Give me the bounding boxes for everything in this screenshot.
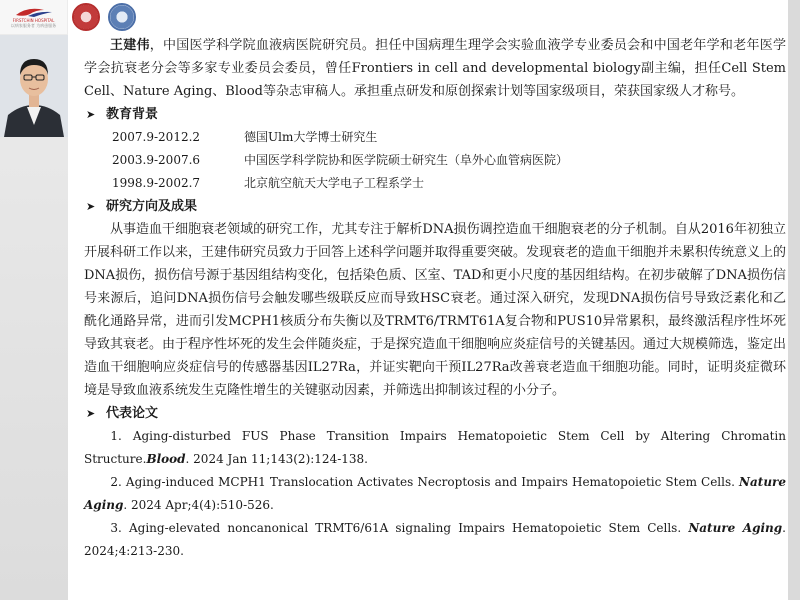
paper-title: 1. Aging-disturbed FUS Phase Transition Impairs Hematopoietic Stem Cell by Altering Chromatin Structure. bbox=[84, 429, 786, 466]
education-title: 教育背景 bbox=[106, 107, 159, 122]
education-item bbox=[84, 172, 786, 195]
education-period: 2003.9-2007.6 bbox=[112, 153, 201, 167]
paper-item bbox=[84, 425, 786, 471]
education-desc: 中国医学科学院协和医学院硕士研究生（阜外心血管病医院） bbox=[244, 153, 569, 167]
paper-journal: Nature Aging bbox=[84, 475, 786, 512]
hospital-logo bbox=[0, 0, 68, 34]
paper-citation: . 2024 Apr;4(4):510-526. bbox=[123, 498, 274, 512]
paper-citation: . 2024;4:213-230. bbox=[84, 521, 786, 558]
arrow-bullet-icon: ➤ bbox=[86, 407, 96, 420]
paper-title: 2. Aging-induced MCPH1 Translocation Activates Necroptosis and Impairs Hematopoietic Stem Cells. bbox=[110, 475, 740, 489]
paper-item bbox=[84, 471, 786, 517]
profile-content bbox=[84, 34, 786, 563]
right-band bbox=[788, 0, 800, 600]
paper-journal: Blood bbox=[146, 452, 186, 466]
papers-heading bbox=[86, 402, 786, 425]
education-desc: 北京航空航天大学电子工程系学士 bbox=[244, 176, 425, 190]
logo-swoosh-icon bbox=[14, 6, 54, 18]
education-item bbox=[84, 126, 786, 149]
logo-wordmark: FIRSTCHIN HOSPITAL bbox=[12, 18, 55, 23]
academy-seal-icon bbox=[72, 3, 100, 31]
research-title: 研究方向及成果 bbox=[106, 199, 198, 214]
profile-photo bbox=[0, 35, 68, 137]
bio-text: ，中国医学科学院血液病医院研究员。担任中国病理生理学会实验血液学专业委员会和中国老年学和老年医学学会抗衰老分会等多家专业委员会委员，曾任Frontiers in cell and developmental biology副主编，担任Cell Stem Cell、Nature Aging、Blood等杂志审稿人。承担重点研发和原创探索计划等国家级项目，荣获国家级人才称号。 bbox=[84, 38, 786, 99]
education-desc: 德国Ulm大学博士研究生 bbox=[244, 130, 378, 144]
researcher-name: 王建伟 bbox=[110, 38, 150, 53]
papers-title: 代表论文 bbox=[106, 406, 159, 421]
institute-seal-icon bbox=[108, 3, 136, 31]
paper-citation: . 2024 Jan 11;143(2):124-138. bbox=[185, 452, 368, 466]
education-period: 1998.9-2002.7 bbox=[112, 176, 201, 190]
arrow-bullet-icon: ➤ bbox=[86, 108, 96, 121]
arrow-bullet-icon: ➤ bbox=[86, 200, 96, 213]
research-paragraph: 从事造血干细胞衰老领域的研究工作，尤其专注于解析DNA损伤调控造血干细胞衰老的分子机制。自从2016年初独立开展科研工作以来，王建伟研究员致力于回答上述科学问题并取得重要突破。发现衰老的造血干细胞并未累积传统意义上的DNA损伤，损伤信号源于基因组结构变化，包括染色质、区室、TAD和更小尺度的基因组结构。在初步破解了DNA损伤信号来源后，追问DNA损伤信号会触发哪些级联反应而导致HSC衰老。通过深入研究，发现DNA损伤信号导致泛素化和乙酰化通路异常，进而引发MCPH1核质分布失衡以及TRMT6/TRMT61A复合物和PUS10异常累积，最终激活程序性坏死导致其衰老。由于程序性坏死的发生会伴随炎症，于是探究造血干细胞响应炎症信号的关键基因。通过大规模筛选，鉴定出造血干细胞响应炎症信号的传感器基因IL27Ra，并证实靶向干预IL27Ra改善衰老造血干细胞功能。同时，证明炎症微环境是导致血液系统发生克隆性增生的关键驱动因素，并筛选出抑制该过程的小分子。 bbox=[84, 222, 787, 398]
education-item bbox=[84, 149, 786, 172]
logo-tagline: 以病家服务者 为病患服务 bbox=[10, 23, 57, 28]
research-heading bbox=[86, 195, 786, 218]
bio-paragraph bbox=[84, 34, 786, 103]
education-period: 2007.9-2012.2 bbox=[112, 130, 201, 144]
education-heading bbox=[86, 103, 786, 126]
paper-item bbox=[84, 517, 786, 563]
paper-title: 3. Aging-elevated noncanonical TRMT6/61A signaling Impairs Hematopoietic Stem Cells. bbox=[110, 521, 689, 535]
paper-journal: Nature Aging bbox=[688, 521, 783, 535]
